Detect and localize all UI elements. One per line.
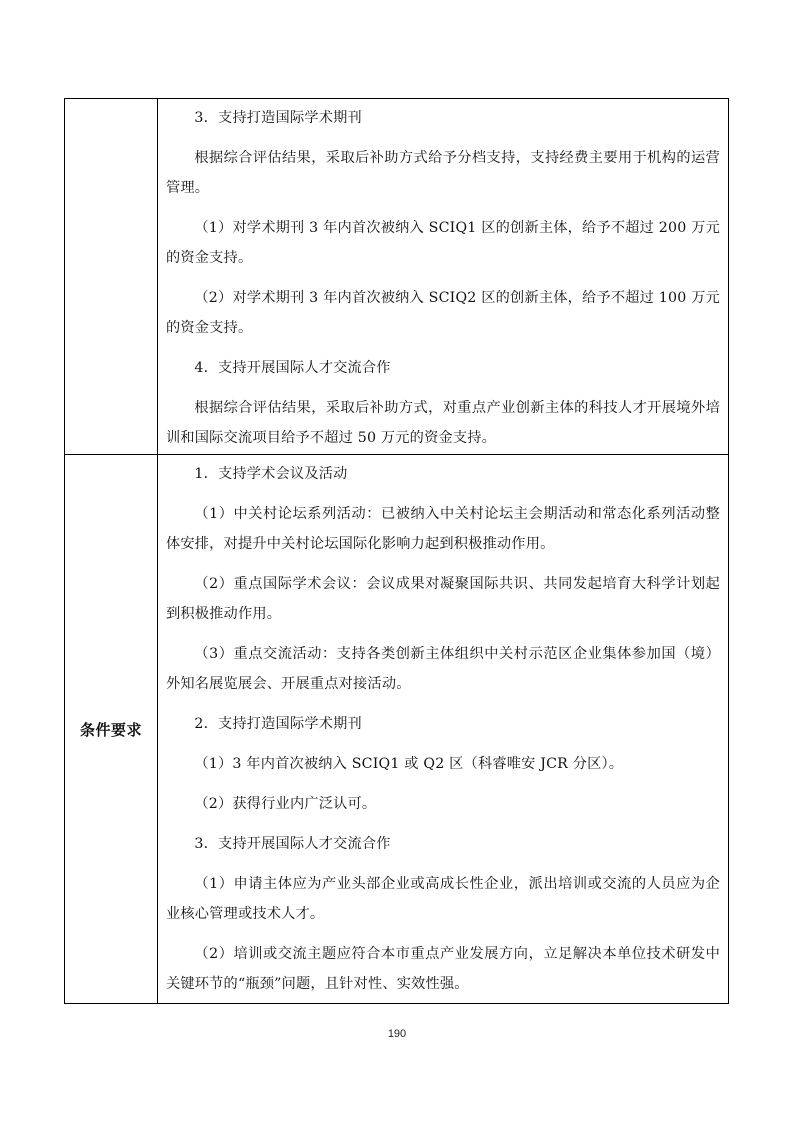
paragraph: 根据综合评估结果，采取后补助方式，对重点产业创新主体的科技人才开展境外培训和国际交流项目给予不超过 50 万元的资金支持。 (166, 400, 720, 446)
paragraph: （2）培训或交流主题应符合本市重点产业发展方向，立足解决本单位技术研发中关键环节的“瓶颈”问题，且针对性、实效性强。 (166, 946, 720, 992)
row-label-conditions: 条件要求 (79, 720, 142, 739)
policy-table (64, 98, 729, 1004)
row-label-cell (65, 455, 158, 1003)
page-number: 190 (387, 1028, 407, 1040)
paragraph: （2）获得行业内广泛认可。 (194, 796, 377, 812)
paragraph: （1）中关村论坛系列活动：已被纳入中关村论坛主会期活动和常态化系列活动整体安排，对提升中关村论坛国际化影响力起到积极推动作用。 (166, 506, 720, 552)
paragraph: （1）对学术期刊 3 年内首次被纳入 SCIQ1 区的创新主体，给予不超过 200 万元的资金支持。 (166, 220, 720, 266)
heading-journal-support: 3．支持打造国际学术期刊 (194, 110, 362, 126)
table-row-support-content (65, 99, 728, 455)
heading-talent-exchange: 4．支持开展国际人才交流合作 (194, 360, 391, 376)
row-content-cell (158, 455, 728, 1003)
heading-talent-exchange: 3．支持开展国际人才交流合作 (194, 836, 391, 852)
heading-academic-conferences: 1．支持学术会议及活动 (194, 466, 348, 482)
row-content-cell (158, 99, 728, 454)
paragraph: （1）3 年内首次被纳入 SCIQ1 或 Q2 区（科睿唯安 JCR 分区）。 (194, 756, 624, 772)
paragraph: （3）重点交流活动：支持各类创新主体组织中关村示范区企业集体参加国（境）外知名展览展会、开展重点对接活动。 (166, 646, 720, 692)
paragraph: 根据综合评估结果，采取后补助方式给予分档支持，支持经费主要用于机构的运营管理。 (166, 150, 720, 196)
paragraph: （1）申请主体应为产业头部企业或高成长性企业，派出培训或交流的人员应为企业核心管理或技术人才。 (166, 876, 720, 922)
heading-journal-support: 2．支持打造国际学术期刊 (194, 716, 362, 732)
table-row-conditions (65, 455, 728, 1003)
row-label-cell-empty (65, 99, 158, 454)
paragraph: （2）重点国际学术会议：会议成果对凝聚国际共识、共同发起培育大科学计划起到积极推动作用。 (166, 576, 720, 622)
paragraph: （2）对学术期刊 3 年内首次被纳入 SCIQ2 区的创新主体，给予不超过 100 万元的资金支持。 (166, 290, 720, 336)
